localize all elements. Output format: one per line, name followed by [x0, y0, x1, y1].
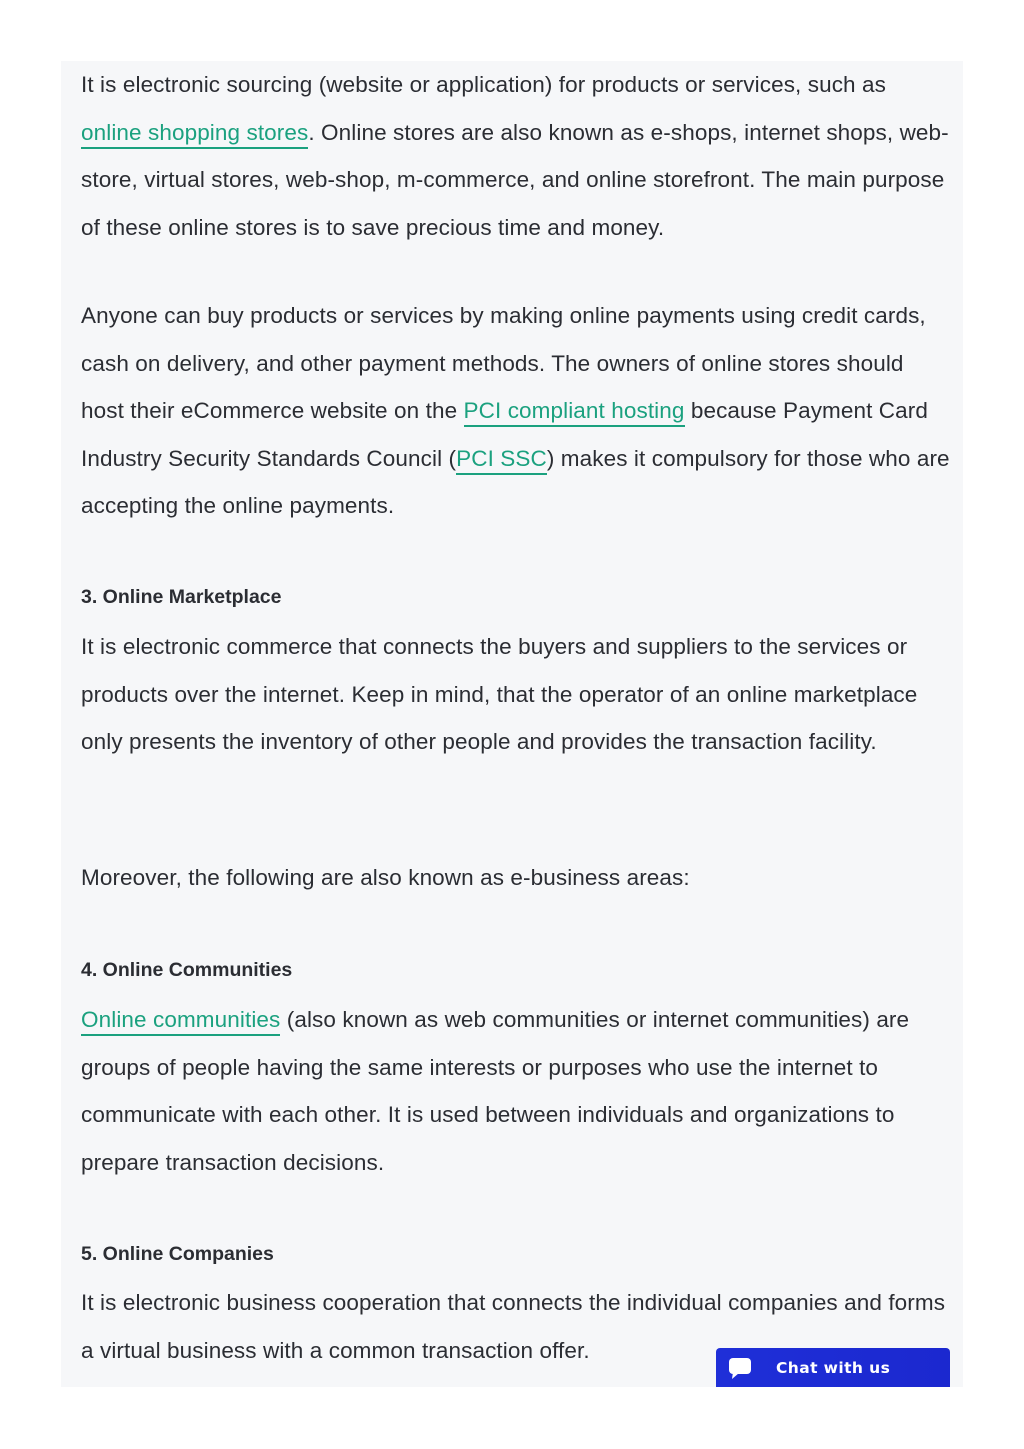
- chat-with-us-button[interactable]: [716, 1348, 950, 1387]
- heading-wrapper: [81, 955, 292, 985]
- paragraph-online-companies: It is electronic business cooperation that connects the individual companies and forms a virtual business with a common transaction offer.: [81, 1290, 946, 1363]
- paragraph-text: ) makes it compulsory for those who are accepting the online payments.: [81, 445, 950, 518]
- paragraph-text: (also known as web communities or internet communities) are groups of people having the same interests or purposes who use the internet to communicate with each other. It is used between individuals and organizations to prepare transaction decisions.: [81, 1007, 910, 1175]
- heading-online-marketplace: 3. Online Marketplace: [81, 586, 282, 608]
- paragraph-text: because Payment Card Industry Security Standards Council (: [81, 398, 928, 471]
- paragraph-online-marketplace: It is electronic commerce that connects the buyers and suppliers to the services or products over the internet. Keep in mind, that the operator of an online marketplace only presents the inventory of other people and provides the transaction facility.: [81, 634, 918, 754]
- paragraph-online-communities: [81, 996, 951, 1186]
- paragraph-online-payments: [81, 292, 951, 530]
- paragraph-online-shopping: [81, 61, 951, 251]
- pci-ssc-link[interactable]: PCI SSC: [456, 446, 547, 475]
- online-communities-link[interactable]: Online communities: [81, 1007, 280, 1036]
- online-shopping-stores-link[interactable]: online shopping stores: [81, 120, 308, 149]
- heading-online-communities: 4. Online Communities: [81, 959, 293, 981]
- chat-label: Chat with us: [776, 1358, 891, 1377]
- chat-bubble-icon: [727, 1355, 753, 1381]
- paragraph-text: It is electronic sourcing (website or application) for products or services, such as: [81, 72, 886, 97]
- paragraph-e-business-areas: Moreover, the following are also known as e-business areas:: [81, 865, 690, 890]
- heading-wrapper: [81, 1239, 274, 1269]
- paragraph-text: Anyone can buy products or services by making online payments using credit cards, cash on delivery, and other payment methods. The owners of online stores should host their eCommerce website on the: [81, 303, 926, 423]
- paragraph-text: . Online stores are also known as e-shops, internet shops, web-store, virtual stores, web-shop, m-commerce, and online storefront. The main purpose of these online stores is to save precious time and money.: [81, 119, 949, 240]
- pci-compliant-hosting-link[interactable]: PCI compliant hosting: [464, 398, 685, 427]
- article-content: [61, 61, 963, 1387]
- heading-online-companies: 5. Online Companies: [81, 1243, 274, 1265]
- heading-wrapper: [81, 582, 282, 612]
